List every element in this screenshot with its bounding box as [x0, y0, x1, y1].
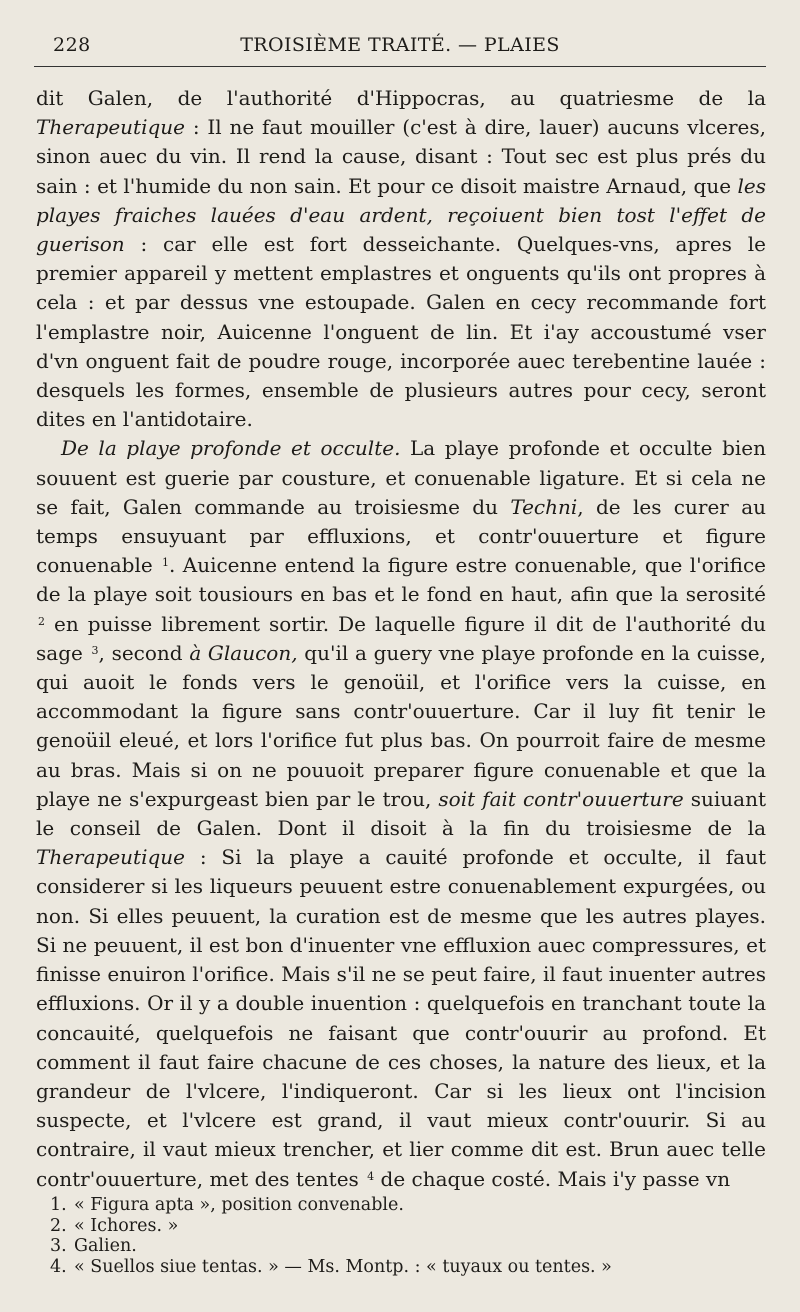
- text-run: La playe profonde et occulte bien souuent est guerie par cousture, et conuenable ligature. Et si cela ne se fait, Galen commande au troisiesme du: [36, 436, 766, 519]
- footnote-ref: 1: [162, 556, 170, 570]
- footnote: [50, 1216, 766, 1237]
- footnote-text: « Suellos siue tentas. » — Ms. Montp. : « tuyaux ou tentes. »: [74, 1256, 612, 1277]
- footnote-ref: 4: [367, 1169, 375, 1183]
- footnote: [50, 1236, 766, 1257]
- running-title: TROISIÈME TRAITÉ. — PLAIES: [240, 34, 560, 56]
- italic-run: Therapeutique: [36, 115, 186, 140]
- text-run: . Auicenne entend la figure estre conuenable, que l'orifice de la playe soit tousiours en bas et le fond en haut, afin que la serosité: [36, 553, 766, 607]
- page-header: [34, 34, 766, 58]
- footnote-number: 2.: [50, 1215, 67, 1236]
- footnote: [50, 1195, 766, 1216]
- header-rule: [34, 66, 766, 67]
- text-run: de chaque costé. Mais i'y passe vn: [374, 1166, 731, 1191]
- footnote-text: « Ichores. »: [74, 1215, 179, 1236]
- paragraph: [36, 84, 766, 434]
- italic-run: Therapeutique: [36, 845, 186, 870]
- footnote-number: 4.: [50, 1256, 67, 1277]
- italic-run: soit fait contr'ouuerture: [438, 786, 684, 811]
- text-run: dit Galen, de l'authorité d'Hippocras, au quatriesme de la: [36, 86, 766, 110]
- text-run: , second: [98, 640, 190, 665]
- text-run: suiuant le conseil de Galen. Dont il disoit à la fin du troisiesme de la: [36, 786, 766, 841]
- italic-run: Techni: [510, 494, 578, 519]
- footnote-ref: 2: [38, 614, 45, 628]
- italic-run: les playes fraiches lauées d'eau ardent, reçoiuent bien tost l'effet de guerison: [36, 173, 766, 257]
- footnote-number: 3.: [50, 1236, 67, 1256]
- footnote-ref: 3: [91, 643, 99, 657]
- paragraph: [36, 434, 766, 1193]
- text-run: qu'il a guery vne playe profonde en la cuisse, qui auoit le fonds vers le genoüil, et l'orifice vers la cuisse, en accommodant la figure sans contr'ouuerture. Car il luy fit tenir le genoüil eleué, et lors l'orifice fut plus bas. On pourroit faire de mesme au bras. Mais si on ne pouuoit preparer figure conuenable et que la playe ne s'expurgeast bien par le trou,: [36, 640, 766, 811]
- text-run: : Si la playe a cauité profonde et occulte, il faut considerer si les liqueurs peuuent estre conuenablement expurgées, ou non. Si elles peuuent, la curation est de mesme que les autres playes. Si ne peuuent, il est bon d'inuenter vne effluxion auec compressures, et finisse enuiron l'orifice. Mais s'il ne se peut faire, il faut inuenter autres effluxions. Or il y a double inuention : quelquefois en tranchant toute la concauité, quelquefois ne faisant que contr'ouurir au profond. Et comment il faut faire chacune de ces choses, la nature des lieux, et la grandeur de l'vlcere, l'indiqueront. Car si les lieux ont l'incision suspecte, et l'vlcere est grand, il vaut mieux contr'ouurir. Si au contraire, il vaut mieux trencher, et lier comme dit est. Brun auec telle contr'ouuerture, met des tentes: [36, 845, 766, 1191]
- text-run: : car elle est fort desseichante. Quelques-vns, apres le premier appareil y mettent emplastres et onguents qu'ils ont propres à cela : et par dessus vne estoupade. Galen en cecy recommande fort l'emplastre noir, Auicenne l'onguent de lin. Et i'ay accoustumé vser d'vn onguent fait de poudre rouge, incorporée auec terebentine lauée : desquels les formes, ensemble de plusieurs autres pour cecy, seront dites en l'antidotaire.: [36, 232, 766, 432]
- text-run: : Il ne faut mouiller (c'est à dire, lauer) aucuns vlceres, sinon auec du vin. Il rend la cause, disant : Tout sec est plus prés du sain : et l'humide du non sain. Et pour ce disoit maistre Arnaud, que: [36, 115, 766, 198]
- text-run: , de les curer au temps ensuyuant par effluxions, et contr'ouuerture et figure conuenable: [36, 494, 766, 578]
- italic-run: à Glaucon,: [189, 640, 298, 665]
- text-run: en puisse librement sortir. De laquelle figure il dit de l'authorité du sage: [36, 611, 766, 665]
- body-text: [36, 84, 766, 1194]
- footnote-text: « Figura apta », position convenable.: [74, 1195, 404, 1215]
- footnote-number: 1.: [50, 1195, 67, 1215]
- page-number: 228: [53, 34, 91, 56]
- section-heading: De la playe profonde et occulte.: [61, 436, 401, 461]
- footnote-text: Galien.: [74, 1236, 137, 1256]
- footnote: [50, 1257, 766, 1278]
- footnotes: [50, 1195, 766, 1277]
